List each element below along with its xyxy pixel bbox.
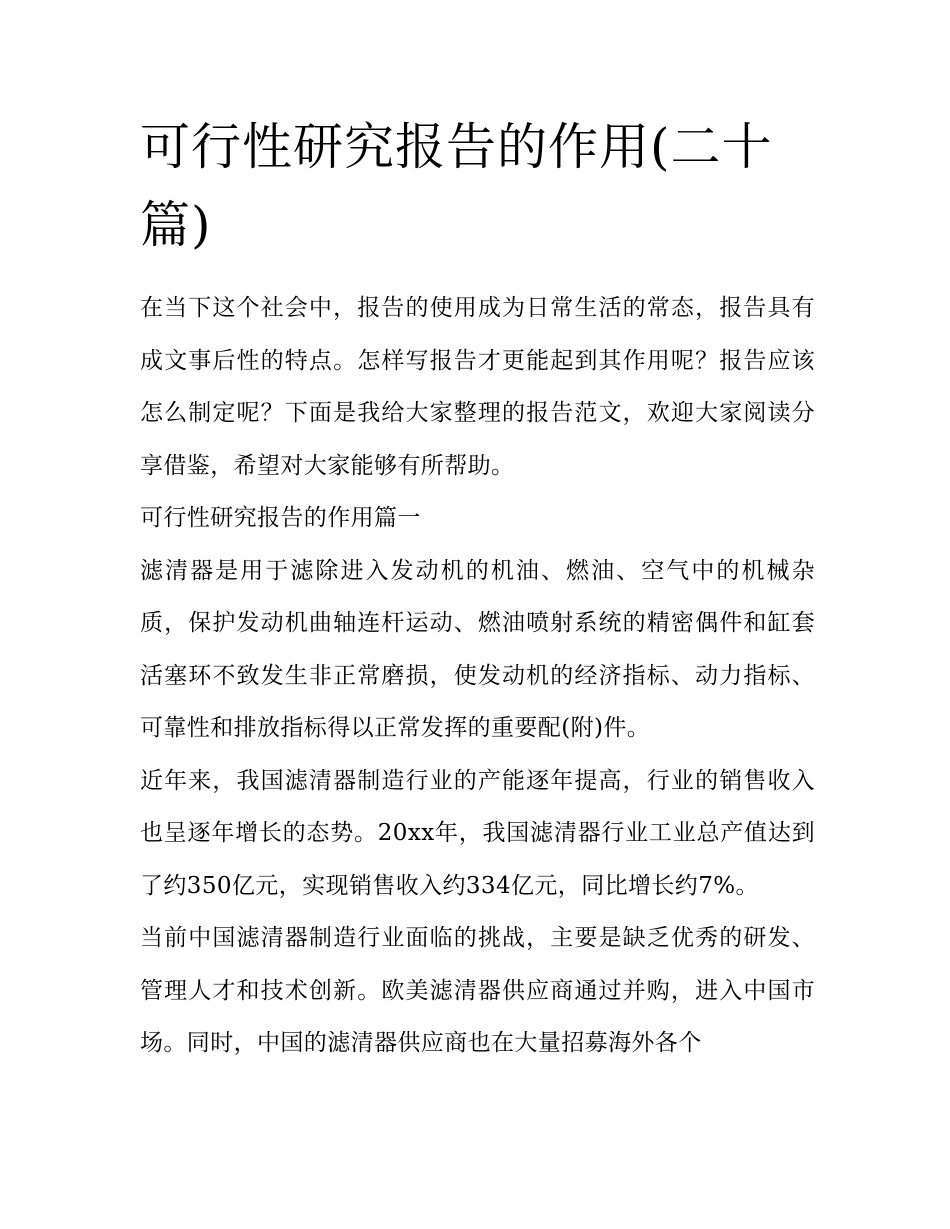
body-paragraph: 近年来，我国滤清器制造行业的产能逐年提高，行业的销售收入也呈逐年增长的态势。20xx年，我国滤清器行业工业总产值达到了约350亿元，实现销售收入约334亿元，同比增长约7%。 — [140, 767, 815, 899]
body-paragraph: 当前中国滤清器制造行业面临的挑战，主要是缺乏优秀的研发、管理人才和技术创新。欧美滤清器供应商通过并购，进入中国市场。同时，中国的滤清器供应商也在大量招募海外各个 — [140, 925, 815, 1056]
page-title: 可行性研究报告的作用(二十篇) — [140, 118, 773, 254]
section-heading: 可行性研究报告的作用篇一 — [140, 505, 421, 531]
intro-paragraph: 在当下这个社会中，报告的使用成为日常生活的常态，报告具有成文事后性的特点。怎样写报告才更能起到其作用呢？报告应该怎么制定呢？下面是我给大家整理的报告范文，欢迎大家阅读分享借鉴，希望对大家能够有所帮助。 — [140, 295, 815, 479]
document-content — [140, 108, 815, 1070]
body-paragraph: 滤清器是用于滤除进入发动机的机油、燃油、空气中的机械杂质，保护发动机曲轴连杆运动、燃油喷射系统的精密偶件和缸套活塞环不致发生非正常磨损，使发动机的经济指标、动力指标、可靠性和排放指标得以正常发挥的重要配(附)件。 — [140, 557, 815, 741]
